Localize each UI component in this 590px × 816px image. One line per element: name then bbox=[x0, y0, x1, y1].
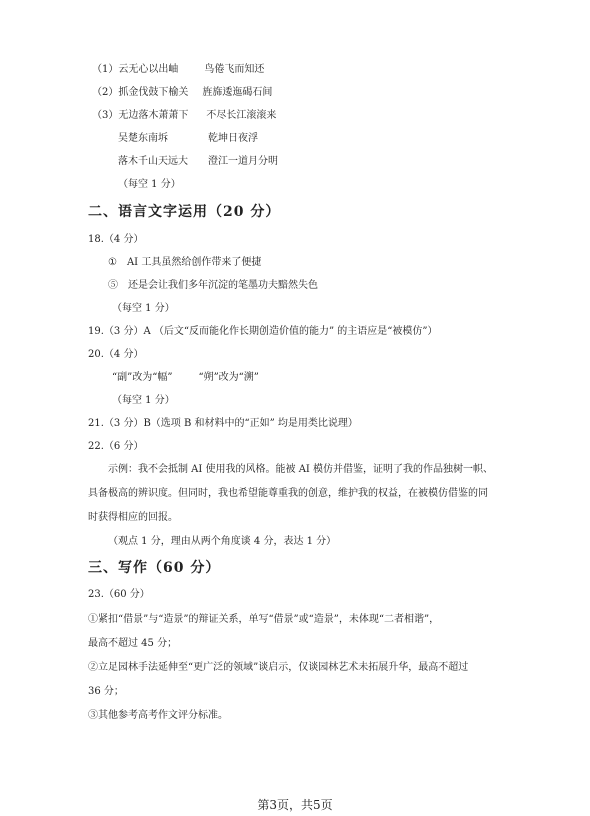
q23-rule-1a: ①紧扣“借景”与“造景”的辩证关系，单写“借景”或“造景”，未体现“二者相谐”， bbox=[88, 614, 440, 625]
poem-line-2-a: （2）抓金伐鼓下榆关 bbox=[92, 87, 189, 98]
q20-answer-1: “副”改为“幅” bbox=[112, 372, 173, 383]
q22-text-2: 具备极高的辨识度。但同时，我也希望能尊重我的创意，维护我的权益，在被模仿借鉴的同 bbox=[88, 488, 488, 499]
q20-answer-2: “朔”改为“溯” bbox=[198, 372, 259, 383]
page-number: 第3页，共5页 bbox=[257, 798, 333, 812]
section-2-heading: 二、语言文字运用（20 分） bbox=[88, 204, 281, 220]
q21-answer: 21.（3 分）B（选项 B 和材料中的“正如” 均是用类比说理） bbox=[88, 418, 358, 429]
poem-line-5-b: 澄江一道月分明 bbox=[208, 156, 278, 167]
q18-title: 18.（4 分） bbox=[88, 234, 144, 245]
poem-line-4-a: 吴楚东南坼 bbox=[118, 133, 168, 144]
q23-rule-1b: 最高不超过 45 分； bbox=[88, 638, 178, 649]
q22-text-3: 时获得相应的回报。 bbox=[88, 512, 178, 523]
q18-answer-1: ① AI 工具虽然给创作带来了便捷 bbox=[108, 257, 262, 268]
q23-rule-2b: 36 分； bbox=[88, 686, 124, 697]
section-3-heading: 三、写作（60 分） bbox=[88, 560, 221, 576]
poem-line-5 bbox=[118, 155, 278, 169]
q18-score: （每空 1 分） bbox=[112, 303, 175, 314]
poem-line-3-a: （3）无边落木萧萧下 bbox=[92, 110, 189, 121]
q19-answer: 19.（3 分）A （后文“反而能化作长期创造价值的能力” 的主语应是“被模仿”） bbox=[88, 326, 438, 337]
poem-line-2 bbox=[92, 86, 272, 100]
q18-answer-2: ⑤ 还是会让我们多年沉淀的笔墨功夫黯然失色 bbox=[108, 280, 318, 291]
poem-line-1-b: 鸟倦飞而知还 bbox=[204, 64, 265, 75]
poem-line-3 bbox=[92, 109, 276, 123]
q22-title: 22.（6 分） bbox=[88, 441, 144, 452]
poem-line-1 bbox=[92, 63, 264, 77]
q23-title: 23.（60 分） bbox=[88, 589, 150, 600]
q20-title: 20.（4 分） bbox=[88, 349, 144, 360]
poem-line-4-b: 乾坤日夜浮 bbox=[208, 133, 258, 144]
q22-score: （观点 1 分，理由从两个角度谈 4 分，表达 1 分） bbox=[108, 536, 337, 547]
q23-rule-2a: ②立足园林手法延伸至“更广泛的领域”谈启示，仅谈园林艺术未拓展升华，最高不超过 bbox=[88, 662, 469, 673]
poem-line-3-b: 不尽长江滚滚来 bbox=[206, 110, 277, 121]
q23-rule-3: ③其他参考高考作文评分标准。 bbox=[88, 710, 228, 721]
q20-answer bbox=[112, 371, 259, 385]
q22-text-1: 示例：我不会抵制 AI 使用我的风格。能被 AI 模仿并借鉴，证明了我的作品独树一帜、 bbox=[108, 464, 494, 475]
poem-line-1-a: （1）云无心以出岫 bbox=[92, 64, 179, 75]
poem-line-2-b: 旌旆逶迤碣石间 bbox=[202, 87, 273, 98]
poem-score: （每空 1 分） bbox=[118, 179, 181, 190]
poem-line-5-a: 落木千山天远大 bbox=[118, 156, 188, 167]
poem-line-4 bbox=[118, 132, 258, 146]
q20-score: （每空 1 分） bbox=[112, 395, 175, 406]
